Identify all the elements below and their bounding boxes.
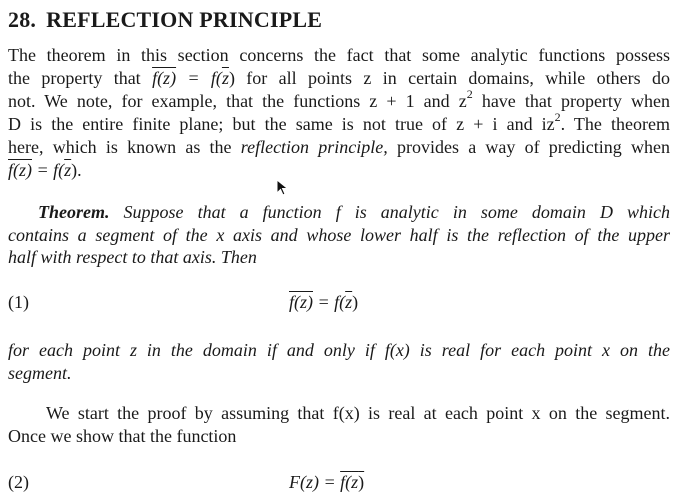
eq2-close: ) xyxy=(358,472,365,492)
conj-fz: f(z) xyxy=(289,292,313,312)
section-number: 28. xyxy=(8,7,37,32)
condition-line2: segment. xyxy=(8,363,72,383)
para1-l5-text-a: here, which is known as the xyxy=(8,137,241,157)
para1-l2-text-b: ) for all points z in certain domains, while others do xyxy=(228,68,670,88)
zbar: $\overline{z}$ xyxy=(64,160,72,180)
reflection-principle-term: reflection principle, xyxy=(240,137,388,157)
theorem-line3: half with respect to that axis. Then xyxy=(8,247,257,267)
exponent: 2 xyxy=(554,110,561,124)
para1-line4 xyxy=(8,110,670,135)
zbar: $\overline{z}$ xyxy=(221,68,229,88)
para1-line5 xyxy=(8,136,670,158)
para1-l4-text-b: . The theorem xyxy=(560,114,670,134)
para1-l4-text-a: D is the entire finite plane; but the same is not true of z + i and iz xyxy=(8,114,555,134)
zbar: $\overline{z}$ xyxy=(345,292,353,312)
eq-end: ) xyxy=(352,292,359,312)
exponent: 2 xyxy=(466,87,473,101)
mouse-pointer-icon xyxy=(276,179,290,197)
para1-line3 xyxy=(8,87,670,112)
theorem-line2: contains a segment of the x axis and whose lower half is the reflection of the upper xyxy=(8,225,670,245)
para1-l3-text-a: not. We note, for example, that the functions z + 1 and z xyxy=(8,91,467,111)
theorem-l1-text: Suppose that a function f is analytic in some domain D which xyxy=(109,202,670,222)
eq2-lhs: F(z) = xyxy=(289,472,341,492)
para2-line2: Once we show that the function xyxy=(8,426,237,446)
theorem-line1 xyxy=(8,201,670,223)
conj-fz: f(z) xyxy=(152,68,177,88)
para1-l5-text-b: provides a way of predicting when xyxy=(387,137,670,157)
eq-text: = f( xyxy=(176,68,222,88)
theorem-label: Theorem. xyxy=(38,202,110,222)
equation-2 xyxy=(289,472,364,493)
equation-number-1: (1) xyxy=(8,292,29,312)
eq2-f-open: f( xyxy=(340,472,352,492)
equation-number-2: (2) xyxy=(8,472,29,492)
para1-l2-text-a: the property that xyxy=(8,68,153,88)
eq-end: ). xyxy=(71,160,82,180)
section-title: REFLECTION PRINCIPLE xyxy=(46,7,323,32)
para1-line2 xyxy=(8,67,670,89)
zbar: z xyxy=(351,472,359,492)
equation-1 xyxy=(289,292,358,313)
para1-line6 xyxy=(8,159,82,181)
conj-fz: f(z) xyxy=(8,160,32,180)
section-heading xyxy=(8,7,322,33)
para2-line1: We start the proof by assuming that f(x) is real at each point x on the segment. xyxy=(46,403,670,423)
condition-line1: for each point z in the domain if and only if f(x) is real for each point x on the xyxy=(8,340,670,360)
eq-text: = f( xyxy=(313,292,346,312)
para1-l3-text-b: have that property when xyxy=(472,91,670,111)
conj-f-zbar xyxy=(340,472,364,492)
eq-text: = f( xyxy=(32,160,65,180)
para1-line1: The theorem in this section concerns the fact that some analytic functions possess xyxy=(8,45,670,65)
